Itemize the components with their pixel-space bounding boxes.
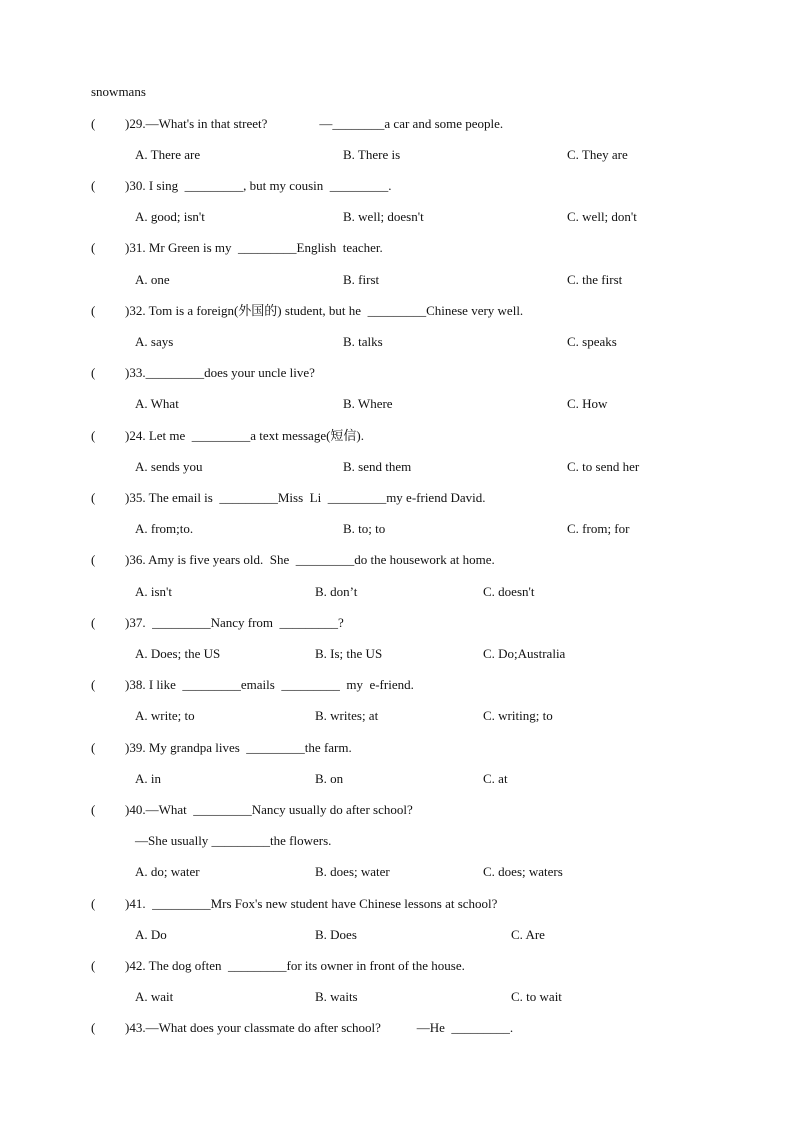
option-b: B. waits (315, 989, 358, 1004)
option-c: C. to send her (567, 459, 640, 474)
question-stem: )40.—What _________Nancy usually do after school? (125, 802, 413, 817)
option-b: B. to; to (343, 521, 386, 536)
option-c: C. writing; to (483, 708, 553, 723)
answer-paren[interactable]: ( (91, 615, 96, 630)
option-c: C. How (567, 396, 608, 411)
option-c: C. They are (567, 147, 628, 162)
option-c: C. from; for (567, 521, 630, 536)
answer-paren[interactable]: ( (91, 677, 96, 692)
option-b: B. Does (315, 927, 357, 942)
question-stem: )32. Tom is a foreign(外国的) student, but he _________Chinese very well. (125, 303, 524, 318)
question-stem: )43.—What does your classmate do after school? —He _________. (125, 1020, 514, 1035)
option-a: A. good; isn't (135, 209, 205, 224)
option-c: C. well; don't (567, 209, 637, 224)
question-stem: )37. _________Nancy from _________? (125, 615, 344, 630)
option-c: C. Do;Australia (483, 646, 566, 661)
option-b: B. Is; the US (315, 646, 383, 661)
header-text: snowmans (91, 84, 146, 99)
question-stem: )31. Mr Green is my _________English teacher. (125, 240, 383, 255)
question-stem: )33._________does your uncle live? (125, 365, 315, 380)
answer-paren[interactable]: ( (91, 240, 96, 255)
answer-paren[interactable]: ( (91, 490, 96, 505)
option-a: A. from;to. (135, 521, 194, 536)
question-stem: )29.—What's in that street? —________a car and some people. (125, 116, 504, 131)
option-b: B. does; water (315, 864, 390, 879)
option-b: B. first (343, 272, 380, 287)
answer-paren[interactable]: ( (91, 958, 96, 973)
answer-paren[interactable]: ( (91, 1020, 96, 1035)
answer-paren[interactable]: ( (91, 178, 96, 193)
answer-paren[interactable]: ( (91, 896, 96, 911)
answer-paren[interactable]: ( (91, 365, 96, 380)
option-a: A. one (135, 272, 170, 287)
option-a: A. Do (135, 927, 167, 942)
question-stem: )38. I like _________emails _________ my e-friend. (125, 677, 414, 692)
answer-paren[interactable]: ( (91, 116, 96, 131)
option-b: B. on (315, 771, 344, 786)
option-c: C. speaks (567, 334, 617, 349)
option-b: B. writes; at (315, 708, 379, 723)
answer-paren[interactable]: ( (91, 428, 96, 443)
option-c: C. doesn't (483, 584, 535, 599)
option-b: B. There is (343, 147, 401, 162)
question-stem: )41. _________Mrs Fox's new student have Chinese lessons at school? (125, 896, 498, 911)
option-a: A. in (135, 771, 161, 786)
option-c: C. the first (567, 272, 623, 287)
answer-paren[interactable]: ( (91, 740, 96, 755)
answer-paren[interactable]: ( (91, 303, 96, 318)
question-40-followup: —She usually _________the flowers. (135, 833, 332, 848)
answer-paren[interactable]: ( (91, 802, 96, 817)
option-c: C. does; waters (483, 864, 563, 879)
question-stem: )36. Amy is five years old. She _________do the housework at home. (125, 552, 495, 567)
option-b: B. well; doesn't (343, 209, 424, 224)
option-c: C. to wait (511, 989, 562, 1004)
option-a: A. isn't (135, 584, 173, 599)
option-b: B. Where (343, 396, 393, 411)
option-c: C. Are (511, 927, 545, 942)
option-a: A. says (135, 334, 174, 349)
option-b: B. talks (343, 334, 383, 349)
option-a: A. Does; the US (135, 646, 221, 661)
option-b: B. send them (343, 459, 412, 474)
question-stem: )39. My grandpa lives _________the farm. (125, 740, 352, 755)
option-a: A. sends you (135, 459, 203, 474)
question-stem: )30. I sing _________, but my cousin _________. (125, 178, 392, 193)
option-a: A. What (135, 396, 179, 411)
question-stem: )24. Let me _________a text message(短信). (125, 428, 364, 443)
option-c: C. at (483, 771, 508, 786)
question-stem: )42. The dog often _________for its owner in front of the house. (125, 958, 465, 973)
answer-paren[interactable]: ( (91, 552, 96, 567)
option-a: A. There are (135, 147, 201, 162)
option-a: A. write; to (135, 708, 195, 723)
question-stem: )35. The email is _________Miss Li _________my e-friend David. (125, 490, 486, 505)
option-a: A. do; water (135, 864, 200, 879)
option-b: B. don’t (315, 584, 358, 599)
option-a: A. wait (135, 989, 174, 1004)
